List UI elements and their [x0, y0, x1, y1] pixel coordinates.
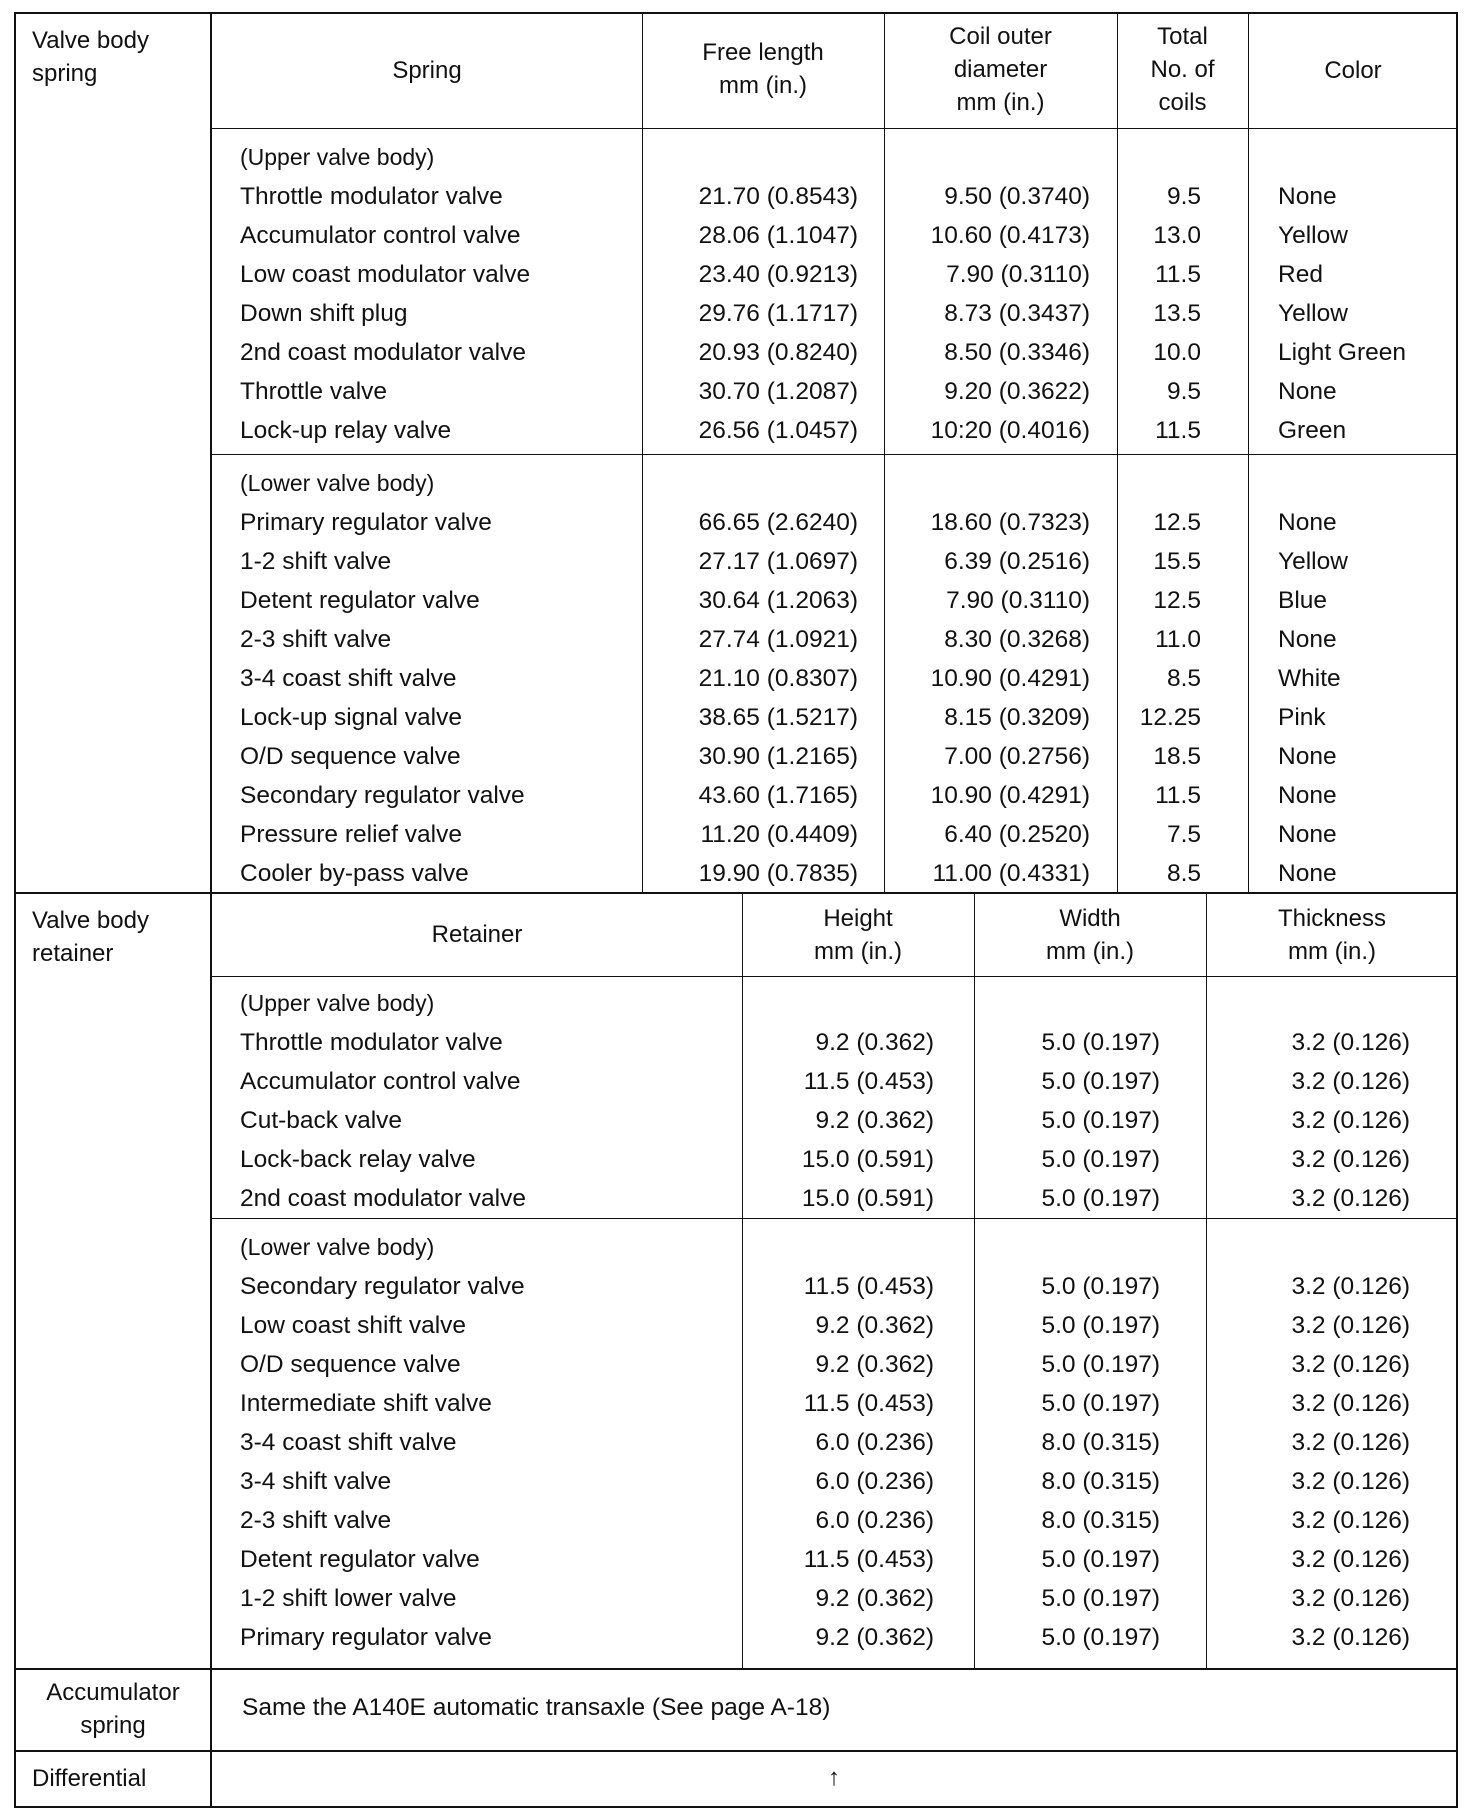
spring-header-name: Spring: [392, 57, 462, 84]
spring-free-length: 28.06 (1.1047): [698, 222, 858, 249]
spring-name: Detent regulator valve: [240, 587, 480, 614]
spring-color: None: [1278, 626, 1337, 653]
retainer-row: [212, 1501, 1456, 1540]
spring-free-length: 38.65 (1.5217): [698, 704, 858, 731]
spring-coil-od: 8.73 (0.3437): [944, 300, 1090, 327]
spring-coil-od: 8.15 (0.3209): [944, 704, 1090, 731]
spring-free-length: 21.70 (0.8543): [698, 183, 858, 210]
retainer-thickness: 3.2 (0.126): [1291, 1146, 1410, 1173]
spring-row: [212, 294, 1456, 333]
retainer-height: 15.0 (0.591): [801, 1185, 934, 1212]
spring-coil-od: 8.50 (0.3346): [944, 339, 1090, 366]
spring-header-coils: Total No. of coils: [1150, 23, 1215, 116]
retainer-thickness: 3.2 (0.126): [1291, 1185, 1410, 1212]
retainer-width: 5.0 (0.197): [1041, 1146, 1160, 1173]
spring-name: 3-4 coast shift valve: [240, 665, 457, 692]
retainer-table: [212, 894, 1456, 1668]
retainer-thickness: 3.2 (0.126): [1291, 1107, 1410, 1134]
retainer-width: 5.0 (0.197): [1041, 1546, 1160, 1573]
retainer-width: 5.0 (0.197): [1041, 1273, 1160, 1300]
spring-color: None: [1278, 509, 1337, 536]
spring-coils: 18.5: [1153, 743, 1201, 770]
retainer-name: Throttle modulator valve: [240, 1029, 503, 1056]
retainer-width: 5.0 (0.197): [1041, 1312, 1160, 1339]
retainer-height: 9.2 (0.362): [815, 1351, 934, 1378]
retainer-name: Lock-back relay valve: [240, 1146, 476, 1173]
spring-name: 2nd coast modulator valve: [240, 339, 526, 366]
retainer-height: 9.2 (0.362): [815, 1624, 934, 1651]
spring-group-title: (Upper valve body): [240, 144, 435, 170]
retainer-thickness: 3.2 (0.126): [1291, 1585, 1410, 1612]
retainer-name: Accumulator control valve: [240, 1068, 521, 1095]
retainer-width: 5.0 (0.197): [1041, 1068, 1160, 1095]
spring-row: [212, 411, 1456, 450]
spring-free-length: 20.93 (0.8240): [698, 339, 858, 366]
spring-free-length: 30.64 (1.2063): [698, 587, 858, 614]
spring-color: None: [1278, 782, 1337, 809]
spring-color: Yellow: [1278, 300, 1348, 327]
spring-name: Accumulator control valve: [240, 222, 521, 249]
spring-color: None: [1278, 378, 1337, 405]
spring-coil-od: 10.60 (0.4173): [930, 222, 1090, 249]
spring-color: None: [1278, 821, 1337, 848]
retainer-height: 6.0 (0.236): [815, 1468, 934, 1495]
retainer-thickness: 3.2 (0.126): [1291, 1546, 1410, 1573]
spring-row: [212, 503, 1456, 542]
retainer-width: 8.0 (0.315): [1041, 1507, 1160, 1534]
spring-color: White: [1278, 665, 1341, 692]
spring-coils: 11.5: [1155, 782, 1201, 809]
spring-coil-od: 9.20 (0.3622): [944, 378, 1090, 405]
spring-coils: 9.5: [1166, 183, 1201, 210]
retainer-row: [212, 1423, 1456, 1462]
spring-name: Down shift plug: [240, 300, 408, 327]
retainer-row: [212, 1267, 1456, 1306]
spring-header-free-length: Free length mm (in.): [702, 39, 824, 99]
retainer-row: [212, 1101, 1456, 1140]
retainer-width: 8.0 (0.315): [1041, 1429, 1160, 1456]
spring-coils: 11.5: [1155, 417, 1201, 444]
retainer-thickness: 3.2 (0.126): [1291, 1624, 1410, 1651]
spring-name: Primary regulator valve: [240, 509, 492, 536]
spring-color: Light Green: [1278, 339, 1407, 366]
spring-row: [212, 737, 1456, 776]
spring-name: Lock-up signal valve: [240, 704, 462, 731]
retainer-row: [212, 1140, 1456, 1179]
spring-row: [212, 255, 1456, 294]
retainer-height: 11.5 (0.453): [803, 1390, 934, 1417]
retainer-thickness: 3.2 (0.126): [1291, 1351, 1410, 1378]
retainer-thickness: 3.2 (0.126): [1291, 1273, 1410, 1300]
spring-free-length: 27.74 (1.0921): [698, 626, 858, 653]
retainer-row: [212, 1306, 1456, 1345]
retainer-name: 2-3 shift valve: [240, 1507, 392, 1534]
retainer-row: [212, 1179, 1456, 1218]
retainer-name: Cut-back valve: [240, 1107, 403, 1134]
spring-color: None: [1278, 743, 1337, 770]
retainer-header-width: Width mm (in.): [1046, 905, 1134, 965]
spring-section: [14, 12, 1458, 894]
retainer-name: Intermediate shift valve: [240, 1390, 492, 1417]
retainer-thickness: 3.2 (0.126): [1291, 1068, 1410, 1095]
retainer-height: 9.2 (0.362): [815, 1107, 934, 1134]
spring-row: [212, 698, 1456, 737]
differential-text: ↑: [828, 1764, 840, 1791]
spring-name: 1-2 shift valve: [240, 548, 392, 575]
spring-name: 2-3 shift valve: [240, 626, 392, 653]
spring-color: Pink: [1278, 704, 1326, 731]
spring-color: Green: [1278, 417, 1347, 444]
spring-coil-od: 7.90 (0.3110): [946, 261, 1090, 288]
spring-name: O/D sequence valve: [240, 743, 461, 770]
retainer-row: [212, 1384, 1456, 1423]
spring-coils: 12.5: [1153, 509, 1201, 536]
accumulator-text: Same the A140E automatic transaxle (See page A-18): [242, 1694, 831, 1721]
spring-free-length: 30.90 (1.2165): [698, 743, 858, 770]
spring-coils: 8.5: [1166, 860, 1201, 887]
retainer-height: 11.5 (0.453): [803, 1273, 934, 1300]
spring-coils: 8.5: [1166, 665, 1201, 692]
spring-free-length: 26.56 (1.0457): [698, 417, 858, 444]
differential-section: [14, 1750, 1458, 1808]
retainer-row: [212, 1579, 1456, 1618]
spring-row: [212, 542, 1456, 581]
retainer-width: 5.0 (0.197): [1041, 1107, 1160, 1134]
accumulator-label: Accumulator spring: [16, 1670, 212, 1750]
spring-free-length: 66.65 (2.6240): [698, 509, 858, 536]
retainer-height: 15.0 (0.591): [801, 1146, 934, 1173]
retainer-row: [212, 1023, 1456, 1062]
spring-coil-od: 6.39 (0.2516): [944, 548, 1090, 575]
retainer-thickness: 3.2 (0.126): [1291, 1429, 1410, 1456]
spring-coils: 12.25: [1139, 704, 1201, 731]
accumulator-section: [14, 1668, 1458, 1752]
retainer-height: 9.2 (0.362): [815, 1585, 934, 1612]
spring-coils: 13.5: [1153, 300, 1201, 327]
spring-coil-od: 11.00 (0.4331): [932, 860, 1090, 887]
retainer-row: [212, 1540, 1456, 1579]
retainer-header-height: Height mm (in.): [814, 905, 902, 965]
spring-coil-od: 10.90 (0.4291): [930, 665, 1090, 692]
differential-label: Differential: [16, 1752, 212, 1806]
spring-coils: 12.5: [1153, 587, 1201, 614]
spring-name: Throttle valve: [240, 378, 388, 405]
spring-color: None: [1278, 860, 1337, 887]
spec-sheet: [14, 12, 1458, 1810]
retainer-width: 5.0 (0.197): [1041, 1351, 1160, 1378]
spring-color: Yellow: [1278, 222, 1348, 249]
spring-color: Red: [1278, 261, 1323, 288]
retainer-name: Low coast shift valve: [240, 1312, 467, 1339]
retainer-name: 3-4 shift valve: [240, 1468, 392, 1495]
retainer-height: 6.0 (0.236): [815, 1507, 934, 1534]
spring-name: Cooler by-pass valve: [240, 860, 469, 887]
spring-row: [212, 659, 1456, 698]
spring-free-length: 19.90 (0.7835): [698, 860, 858, 887]
retainer-width: 5.0 (0.197): [1041, 1624, 1160, 1651]
retainer-width: 8.0 (0.315): [1041, 1468, 1160, 1495]
spring-table: [212, 14, 1456, 892]
retainer-name: Primary regulator valve: [240, 1624, 492, 1651]
spring-name: Secondary regulator valve: [240, 782, 525, 809]
spring-header-color: Color: [1324, 57, 1382, 84]
spring-free-length: 23.40 (0.9213): [698, 261, 858, 288]
spring-row: [212, 581, 1456, 620]
retainer-row: [212, 1345, 1456, 1384]
spring-free-length: 43.60 (1.7165): [698, 782, 858, 809]
retainer-name: Detent regulator valve: [240, 1546, 480, 1573]
retainer-row: [212, 1618, 1456, 1657]
retainer-header-thickness: Thickness mm (in.): [1277, 905, 1387, 965]
retainer-name: 2nd coast modulator valve: [240, 1185, 526, 1212]
spring-free-length: 11.20 (0.4409): [700, 821, 858, 848]
spring-row: [212, 854, 1456, 893]
retainer-row: [212, 1462, 1456, 1501]
spring-name: Low coast modulator valve: [240, 261, 531, 288]
spring-coils: 7.5: [1166, 821, 1201, 848]
retainer-row: [212, 1062, 1456, 1101]
spring-coils: 15.5: [1153, 548, 1201, 575]
retainer-width: 5.0 (0.197): [1041, 1390, 1160, 1417]
retainer-group-title: (Lower valve body): [240, 1234, 435, 1260]
retainer-height: 9.2 (0.362): [815, 1312, 934, 1339]
spring-row: [212, 372, 1456, 411]
spring-free-length: 29.76 (1.1717): [698, 300, 858, 327]
retainer-group-title: (Upper valve body): [240, 990, 435, 1016]
spring-row: [212, 815, 1456, 854]
spring-coils: 11.0: [1155, 626, 1201, 653]
spring-row: [212, 333, 1456, 372]
spring-name: Lock-up relay valve: [240, 417, 452, 444]
retainer-width: 5.0 (0.197): [1041, 1585, 1160, 1612]
retainer-width: 5.0 (0.197): [1041, 1185, 1160, 1212]
spring-coil-od: 10.90 (0.4291): [930, 782, 1090, 809]
retainer-section-label: Valve body retainer: [16, 894, 212, 1668]
spring-row: [212, 177, 1456, 216]
spring-header-coil-od: Coil outer diameter mm (in.): [949, 23, 1052, 116]
spring-color: Yellow: [1278, 548, 1348, 575]
retainer-header-name: Retainer: [431, 921, 523, 948]
spring-coil-od: 7.90 (0.3110): [946, 587, 1090, 614]
spring-free-length: 21.10 (0.8307): [698, 665, 858, 692]
retainer-thickness: 3.2 (0.126): [1291, 1312, 1410, 1339]
spring-coil-od: 8.30 (0.3268): [944, 626, 1090, 653]
spring-coils: 13.0: [1153, 222, 1201, 249]
spring-coils: 11.5: [1155, 261, 1201, 288]
spring-coil-od: 10:20 (0.4016): [930, 417, 1090, 444]
spring-color: None: [1278, 183, 1337, 210]
spring-coil-od: 6.40 (0.2520): [944, 821, 1090, 848]
spring-group-title: (Lower valve body): [240, 470, 435, 496]
retainer-name: 3-4 coast shift valve: [240, 1429, 457, 1456]
spring-coil-od: 9.50 (0.3740): [944, 183, 1090, 210]
spring-name: Pressure relief valve: [240, 821, 462, 848]
retainer-thickness: 3.2 (0.126): [1291, 1029, 1410, 1056]
spring-color: Blue: [1278, 587, 1328, 614]
retainer-name: O/D sequence valve: [240, 1351, 461, 1378]
retainer-height: 6.0 (0.236): [815, 1429, 934, 1456]
spring-free-length: 30.70 (1.2087): [698, 378, 858, 405]
spring-coil-od: 18.60 (0.7323): [930, 509, 1090, 536]
spring-coils: 9.5: [1166, 378, 1201, 405]
spring-coils: 10.0: [1153, 339, 1201, 366]
retainer-thickness: 3.2 (0.126): [1291, 1507, 1410, 1534]
retainer-thickness: 3.2 (0.126): [1291, 1468, 1410, 1495]
retainer-section: [14, 892, 1458, 1670]
retainer-height: 9.2 (0.362): [815, 1029, 934, 1056]
retainer-thickness: 3.2 (0.126): [1291, 1390, 1410, 1417]
spring-row: [212, 776, 1456, 815]
spring-name: Throttle modulator valve: [240, 183, 503, 210]
spring-row: [212, 620, 1456, 659]
spring-row: [212, 216, 1456, 255]
retainer-width: 5.0 (0.197): [1041, 1029, 1160, 1056]
spring-free-length: 27.17 (1.0697): [698, 548, 858, 575]
retainer-height: 11.5 (0.453): [803, 1068, 934, 1095]
retainer-height: 11.5 (0.453): [803, 1546, 934, 1573]
retainer-name: Secondary regulator valve: [240, 1273, 525, 1300]
spring-section-label: Valve body spring: [16, 14, 212, 892]
retainer-name: 1-2 shift lower valve: [240, 1585, 457, 1612]
spring-coil-od: 7.00 (0.2756): [944, 743, 1090, 770]
